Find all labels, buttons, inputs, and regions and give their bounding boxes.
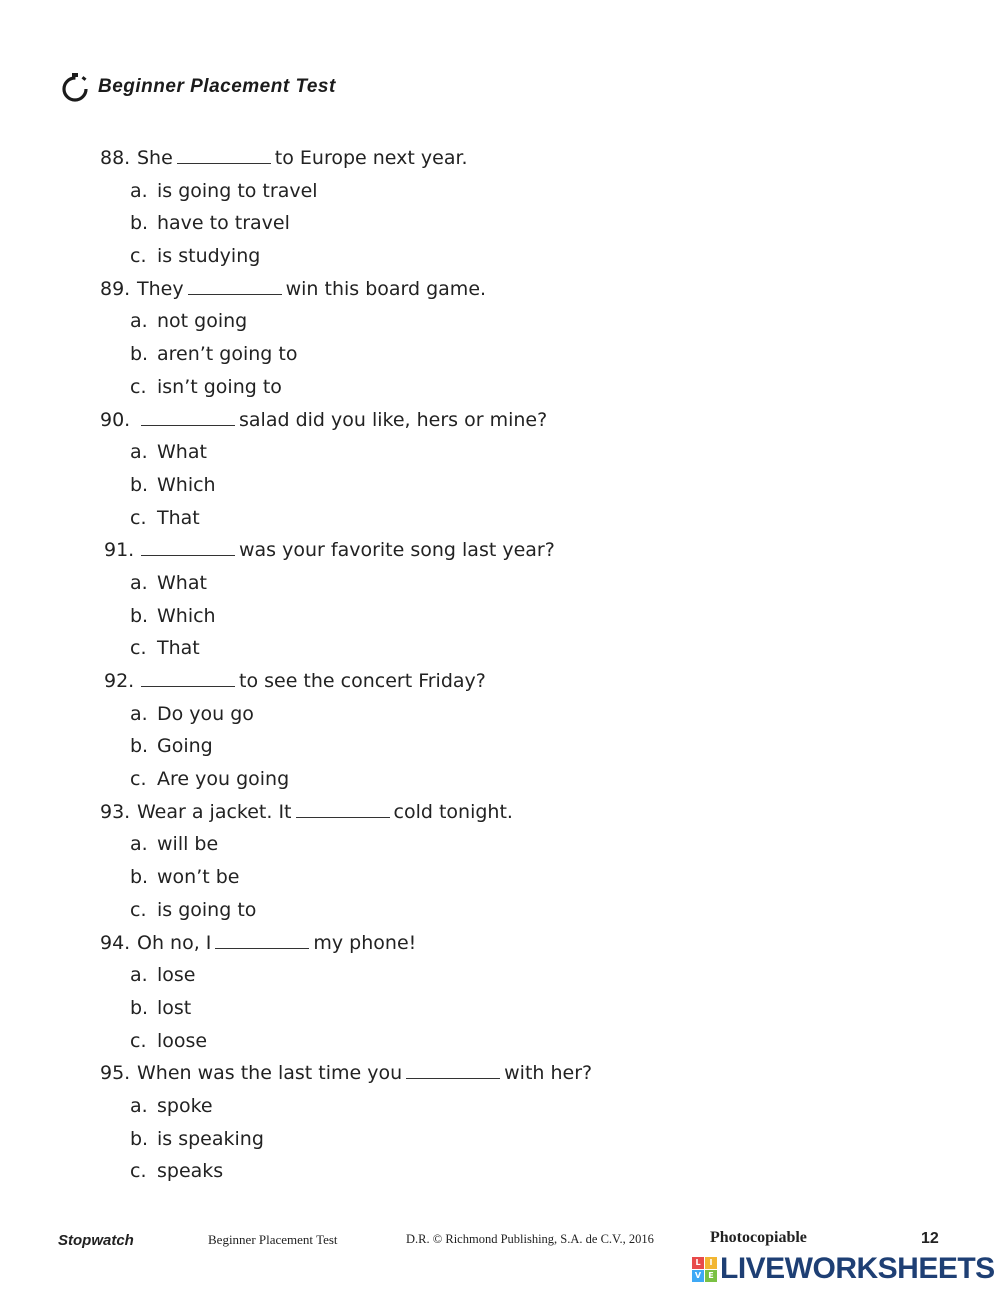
option-letter: b. <box>130 604 149 627</box>
option-text: is going to <box>157 898 257 921</box>
option-letter: c. <box>130 245 147 268</box>
question-text-after: to see the concert Friday? <box>239 670 486 692</box>
option-letter: c. <box>130 898 147 921</box>
footer-brand: Stopwatch <box>58 1232 134 1249</box>
footer-copyright: D.R. © Richmond Publishing, S.A. de C.V., 2016 <box>406 1232 654 1246</box>
header-title: Beginner Placement Test <box>98 76 336 97</box>
option-text: lost <box>157 996 192 1019</box>
option-letter: b. <box>130 1127 149 1150</box>
option-letter: b. <box>130 996 149 1019</box>
option-letter: a. <box>130 833 148 856</box>
answer-option[interactable] <box>100 763 800 796</box>
answer-option[interactable] <box>100 861 800 894</box>
answer-option[interactable] <box>100 567 800 600</box>
option-letter: a. <box>130 702 148 725</box>
answer-blank[interactable] <box>406 1062 500 1079</box>
answer-option[interactable] <box>100 1155 800 1188</box>
answer-blank[interactable] <box>188 278 282 295</box>
option-letter: b. <box>130 473 149 496</box>
page-header <box>58 70 336 104</box>
option-text: will be <box>157 833 219 856</box>
option-text: Are you going <box>157 768 290 791</box>
question-line <box>100 1057 800 1090</box>
option-letter: b. <box>130 866 149 889</box>
question-text-after: to Europe next year. <box>274 147 468 169</box>
question-text-before: When was the last time you <box>137 1062 403 1085</box>
answer-option[interactable] <box>100 992 800 1025</box>
answer-option[interactable] <box>100 240 800 273</box>
question-text-after: cold tonight. <box>393 800 513 823</box>
question-text-before: She <box>137 147 173 169</box>
option-letter: b. <box>130 735 149 758</box>
option-letter: a. <box>130 964 148 987</box>
option-letter: a. <box>130 310 148 333</box>
question-number: 90. <box>100 408 131 431</box>
option-text: Do you go <box>157 702 254 725</box>
question-line <box>100 273 800 306</box>
option-letter: c. <box>130 375 147 398</box>
question-text-after: with her? <box>504 1062 593 1085</box>
option-text: loose <box>157 1029 208 1052</box>
option-text: not going <box>157 310 248 333</box>
question-line <box>100 665 800 698</box>
stopwatch-icon <box>58 70 92 104</box>
liveworksheets-watermark <box>692 1252 995 1286</box>
option-text: isn’t going to <box>157 375 282 398</box>
watermark-text: LIVEWORKSHEETS <box>720 1252 995 1285</box>
option-letter: c. <box>130 637 147 660</box>
option-text: Which <box>157 473 216 496</box>
question-number: 93. <box>100 800 131 823</box>
option-text: lose <box>157 964 196 987</box>
question-line <box>100 142 800 175</box>
question-line <box>100 927 800 960</box>
question-text-before: They <box>137 277 184 300</box>
option-text: aren’t going to <box>157 343 298 366</box>
option-text: have to travel <box>157 212 290 235</box>
answer-blank[interactable] <box>177 147 271 164</box>
option-letter: c. <box>130 768 147 791</box>
answer-option[interactable] <box>100 371 800 404</box>
watermark-tile: E <box>705 1270 717 1282</box>
answer-option[interactable] <box>100 959 800 992</box>
watermark-tile: I <box>705 1257 717 1269</box>
answer-option[interactable] <box>100 469 800 502</box>
question-line <box>100 534 800 567</box>
answer-blank[interactable] <box>296 801 390 818</box>
question-text-after: win this board game. <box>285 277 487 300</box>
option-text: is speaking <box>157 1127 264 1150</box>
option-letter: a. <box>130 1094 148 1117</box>
answer-option[interactable] <box>100 305 800 338</box>
option-text: That <box>157 637 200 660</box>
question-text-after: salad did you like, hers or mine? <box>239 408 548 431</box>
answer-option[interactable] <box>100 207 800 240</box>
option-text: Which <box>157 604 216 627</box>
answer-option[interactable] <box>100 894 800 927</box>
answer-blank[interactable] <box>141 670 235 687</box>
option-letter: a. <box>130 571 148 594</box>
question-text-before: Oh no, I <box>137 931 212 954</box>
question-number: 88. <box>100 147 131 169</box>
answer-option[interactable] <box>100 698 800 731</box>
answer-option[interactable] <box>100 600 800 633</box>
answer-option[interactable] <box>100 632 800 665</box>
answer-option[interactable] <box>100 1090 800 1123</box>
question-line <box>100 796 800 829</box>
question-list <box>100 142 800 1188</box>
question-number: 91. <box>104 539 135 562</box>
option-text: Going <box>157 735 213 758</box>
page-number: 12 <box>921 1230 939 1247</box>
option-text: What <box>157 571 207 594</box>
answer-option[interactable] <box>100 828 800 861</box>
option-letter: b. <box>130 212 149 235</box>
option-letter: a. <box>130 441 148 464</box>
answer-option[interactable] <box>100 338 800 371</box>
footer-title: Beginner Placement Test <box>208 1232 338 1247</box>
answer-blank[interactable] <box>215 932 309 949</box>
option-text: is going to travel <box>157 179 318 202</box>
watermark-tile: V <box>692 1270 704 1282</box>
answer-option[interactable] <box>100 502 800 535</box>
footer-photocopiable: Photocopiable <box>710 1229 807 1246</box>
answer-option[interactable] <box>100 730 800 763</box>
option-letter: c. <box>130 1029 147 1052</box>
question-number: 92. <box>104 670 135 692</box>
answer-option[interactable] <box>100 436 800 469</box>
question-text-before: Wear a jacket. It <box>137 800 292 823</box>
option-text: spoke <box>157 1094 213 1117</box>
question-number: 95. <box>100 1062 131 1085</box>
answer-blank[interactable] <box>141 409 235 426</box>
option-text: is studying <box>157 245 261 268</box>
question-text-after: was your favorite song last year? <box>239 539 555 562</box>
option-letter: b. <box>130 343 149 366</box>
option-text: What <box>157 441 207 464</box>
question-text-after: my phone! <box>313 931 417 954</box>
answer-option[interactable] <box>100 1123 800 1156</box>
answer-option[interactable] <box>100 1025 800 1058</box>
option-text: That <box>157 506 200 529</box>
answer-option[interactable] <box>100 175 800 208</box>
option-letter: a. <box>130 179 148 202</box>
option-letter: c. <box>130 506 147 529</box>
question-number: 94. <box>100 931 131 954</box>
watermark-tile: L <box>692 1257 704 1269</box>
question-line <box>100 404 800 437</box>
answer-blank[interactable] <box>141 539 235 556</box>
option-letter: c. <box>130 1160 147 1183</box>
option-text: won’t be <box>157 866 240 889</box>
liveworksheets-logo-icon <box>692 1257 717 1282</box>
question-number: 89. <box>100 277 131 300</box>
option-text: speaks <box>157 1160 224 1183</box>
